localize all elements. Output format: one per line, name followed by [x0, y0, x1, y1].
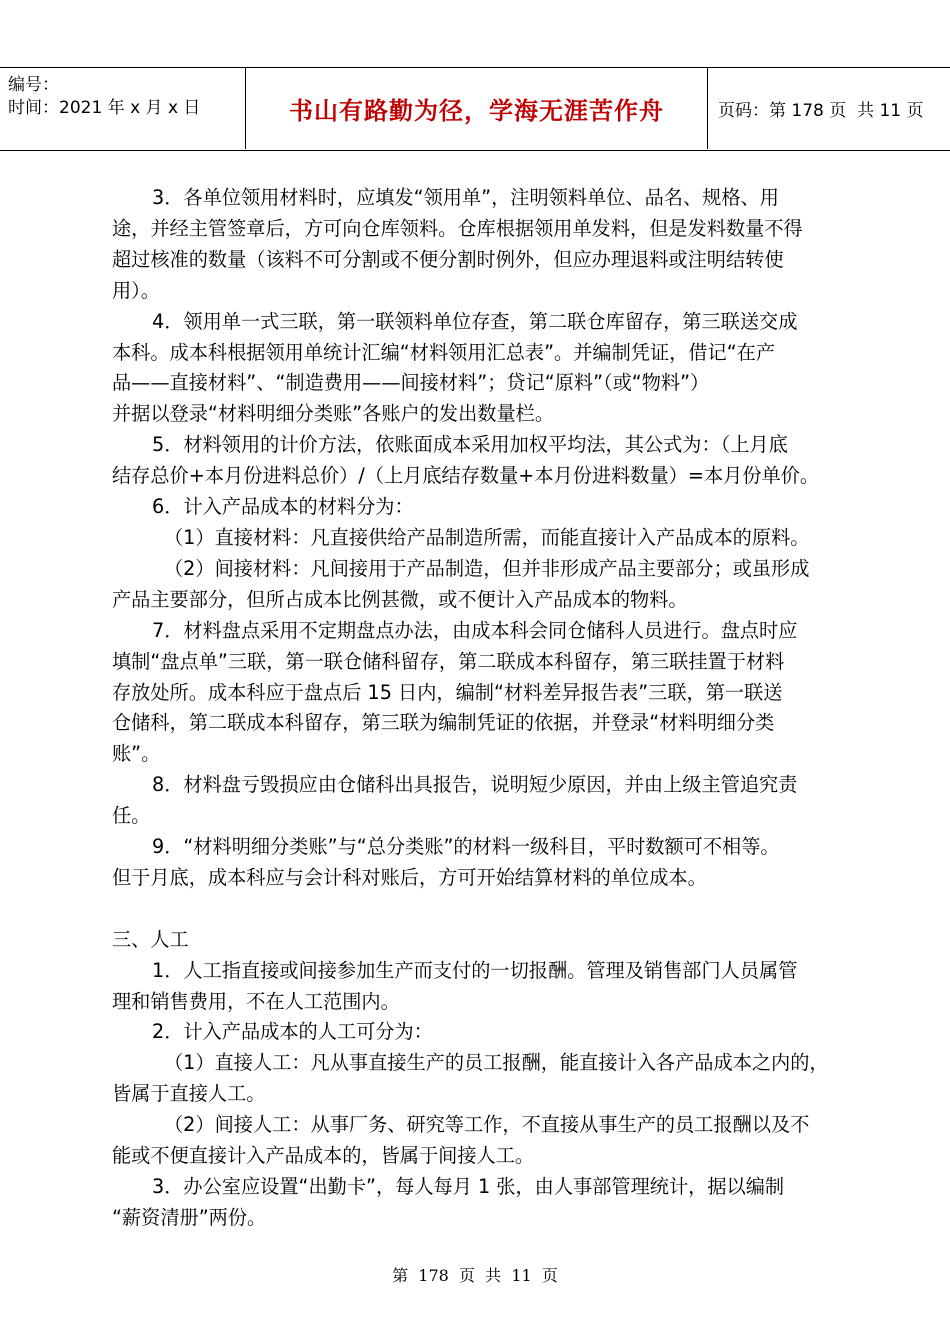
- text-line: 但于月底，成本科应与会计科对账后，方可开始结算材料的单位成本。: [112, 865, 707, 889]
- text-line: 产品主要部分，但所占成本比例甚微，或不便计入产品成本的物料。: [112, 587, 688, 611]
- document-number-label: 编号：: [8, 75, 59, 95]
- text-line: 能或不便直接计入产品成本的，皆属于间接人工。: [112, 1144, 535, 1168]
- page-header: [0, 67, 950, 151]
- text-line: （2）间接材料：凡间接用于产品制造，但并非形成产品主要部分；或虽形成: [164, 556, 810, 580]
- text-line: 品——直接材料”、“制造费用——间接材料”；贷记“原料”（或“物料”）: [112, 371, 710, 395]
- text-line: 8．材料盘亏毁损应由仓储科出具报告，说明短少原因，并由上级主管追究责: [152, 773, 798, 797]
- text-line: 9．“材料明细分类账”与“总分类账”的材料一级科目，平时数额可不相等。: [152, 835, 780, 859]
- text-line: 填制“盘点单”三联，第一联仓储科留存，第二联成本科留存，第三联挂置于材料: [112, 649, 785, 673]
- text-line: 4．领用单一式三联，第一联领料单位存查，第二联仓库留存，第三联送交成: [152, 309, 798, 333]
- header-motto-cell: [246, 68, 708, 149]
- text-line: 3．办公室应设置“出勤卡”，每人每月 1 张，由人事部管理统计，据以编制: [152, 1174, 785, 1198]
- text-line: 存放处所。成本科应于盘点后 15 日内，编制“材料差异报告表”三联，第一联送: [112, 680, 783, 704]
- text-line: 仓储科，第二联成本科留存，第三联为编制凭证的依据，并登录“材料明细分类: [112, 711, 775, 735]
- text-line: 5．材料领用的计价方法，依账面成本采用加权平均法，其公式为：（上月底: [152, 433, 788, 457]
- text-line: 途，并经主管签章后，方可向仓库领料。仓库根据领用单发料，但是发料数量不得: [112, 216, 803, 240]
- text-line: 账”。: [112, 742, 161, 766]
- header-meta-cell: [0, 68, 246, 149]
- text-line: “薪资清册”两份。: [112, 1205, 267, 1229]
- header-page-cell: [708, 68, 950, 149]
- text-line: （2）间接人工：从事厂务、研究等工作，不直接从事生产的员工报酬以及不: [164, 1113, 810, 1137]
- text-line: 结存总价+本月份进料总价）/（上月底结存数量+本月份进料数量）=本月份单价。: [112, 464, 820, 488]
- document-body: [112, 183, 872, 1234]
- text-line: 皆属于直接人工。: [112, 1082, 266, 1106]
- paragraph-gap: [112, 894, 872, 925]
- text-line: 本科。成本科根据领用单统计汇编“材料领用汇总表”。并编制凭证，借记“在产: [112, 340, 776, 364]
- text-line: 7．材料盘点采用不定期盘点办法，由成本科会同仓储科人员进行。盘点时应: [152, 618, 798, 642]
- text-line: 并据以登录“材料明细分类账”各账户的发出数量栏。: [112, 402, 555, 426]
- text-line: 3．各单位领用材料时，应填发“领用单”，注明领料单位、品名、规格、用: [152, 186, 779, 209]
- page-footer: 第 178 页 共 11 页: [392, 1266, 558, 1285]
- header-page-label: 页码：第 178 页 共 11 页: [718, 101, 924, 121]
- text-line: 理和销售费用，不在人工范围内。: [112, 989, 400, 1013]
- text-line: 6．计入产品成本的材料分为：: [152, 495, 414, 519]
- text-line: 1．人工指直接或间接参加生产而支付的一切报酬。管理及销售部门人员属管: [152, 958, 798, 982]
- document-time-label: 时间：2021 年 x 月 x 日: [8, 98, 201, 118]
- header-motto: 书山有路勤为径，学海无涯苦作舟: [289, 96, 664, 125]
- text-line: 超过核准的数量（该料不可分割或不便分割时例外，但应办理退料或注明结转使: [112, 247, 784, 271]
- section-heading: 三、人工: [112, 927, 189, 951]
- text-line: 任。: [112, 804, 151, 828]
- text-line: （1）直接人工：凡从事直接生产的员工报酬，能直接计入各产品成本之内的，: [164, 1051, 829, 1075]
- text-line: 2．计入产品成本的人工可分为：: [152, 1020, 433, 1044]
- text-line: 用）。: [112, 278, 160, 302]
- text-line: （1）直接材料：凡直接供给产品制造所需，而能直接计入产品成本的原料。: [164, 525, 810, 549]
